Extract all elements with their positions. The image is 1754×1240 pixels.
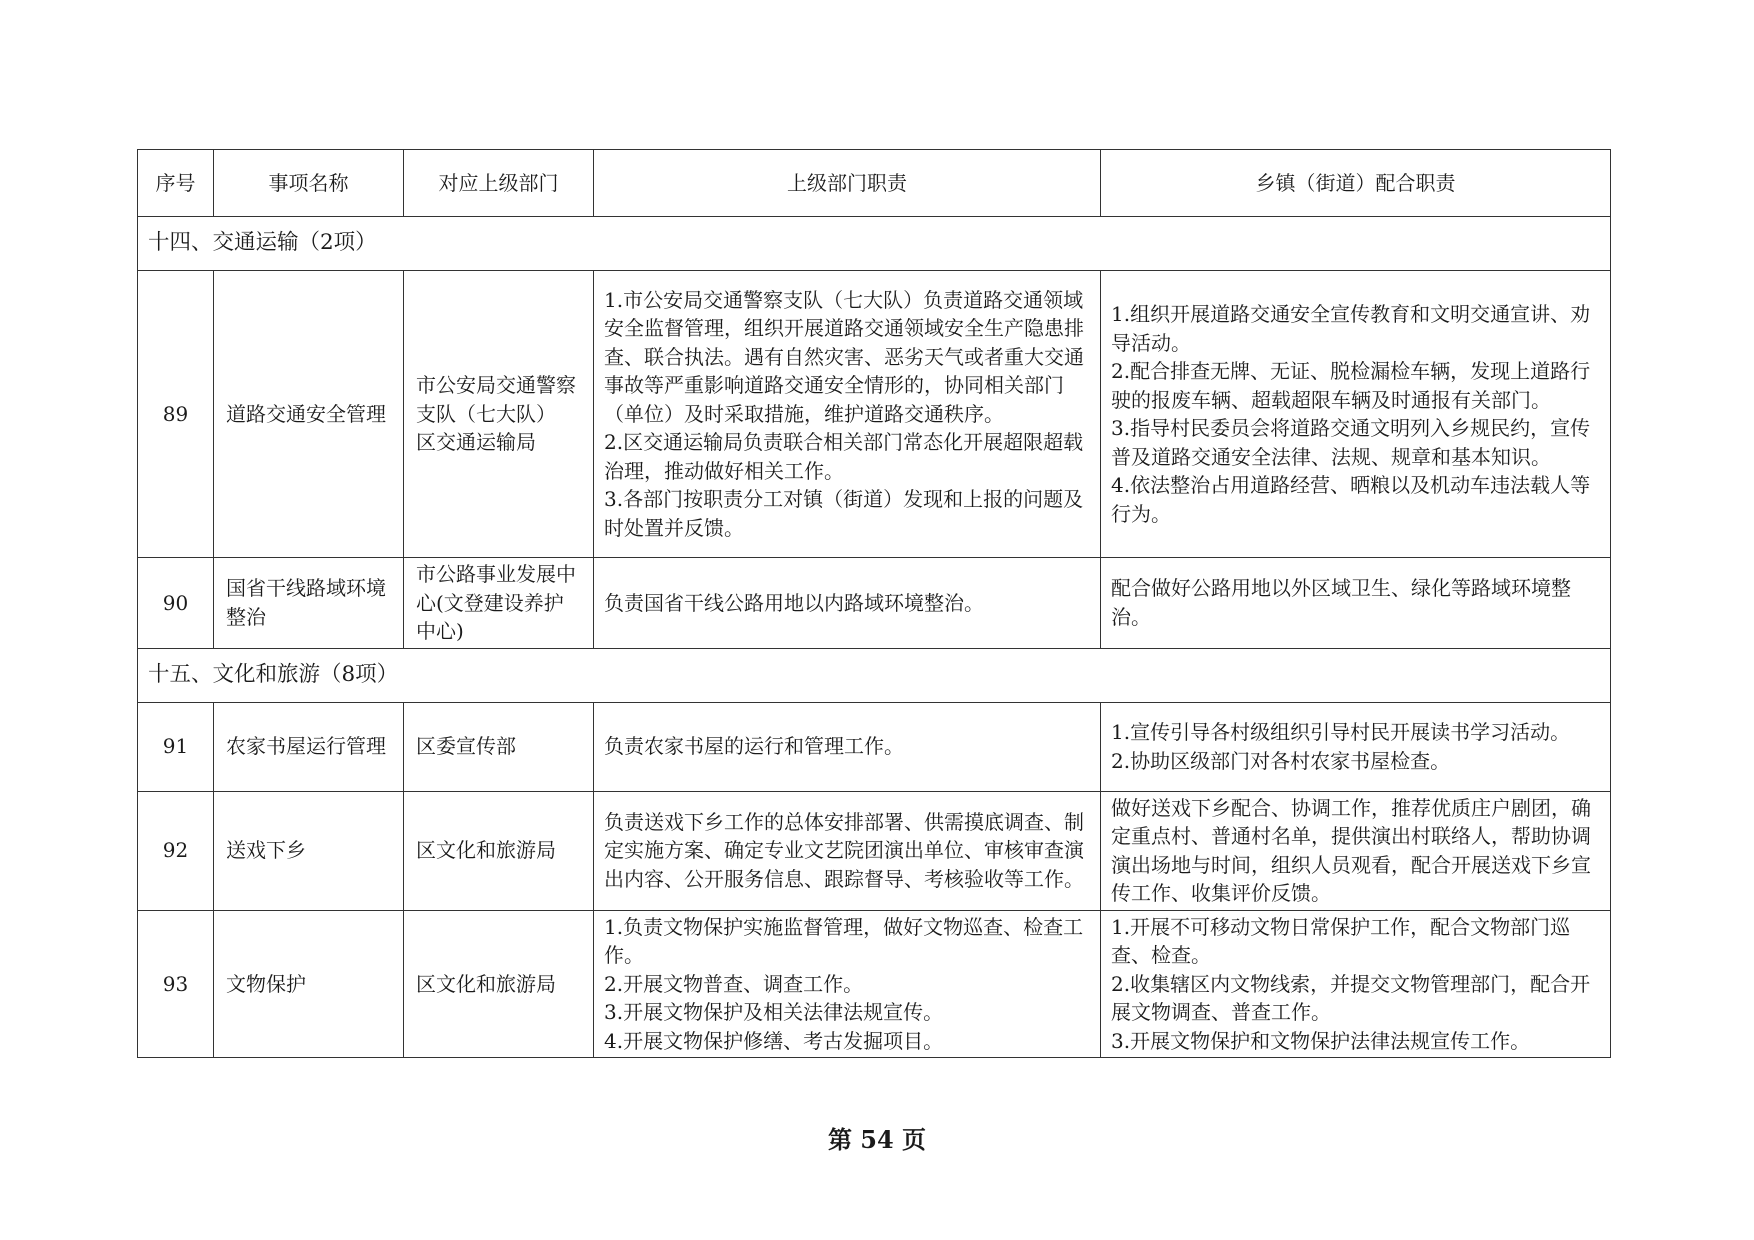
row-town-duty bbox=[1101, 791, 1611, 910]
page-number: 第 54 页 bbox=[827, 1125, 927, 1154]
section-title: 十四、交通运输（2项） bbox=[138, 217, 1611, 271]
dept-line: 市公安局交通警察支队（七大队） bbox=[416, 373, 576, 426]
duty-item: 1.组织开展道路交通安全宣传教育和文明交通宣讲、劝导活动。 bbox=[1111, 302, 1591, 355]
row-upper-duty bbox=[594, 271, 1101, 558]
row-town-duty bbox=[1101, 910, 1611, 1058]
duty-item: 3.指导村民委员会将道路交通文明列入乡规民约，宣传普及道路交通安全法律、法规、规章和基本知识。 bbox=[1111, 416, 1591, 469]
row-upper-duty bbox=[594, 702, 1101, 791]
dept-line: 区文化和旅游局 bbox=[416, 838, 556, 863]
section-row bbox=[138, 217, 1611, 271]
section-title: 十五、文化和旅游（8项） bbox=[138, 648, 1611, 702]
duty-item: 2.收集辖区内文物线索，并提交文物管理部门，配合开展文物调查、普查工作。 bbox=[1111, 971, 1591, 1024]
dept-line: 市公路事业发展中心(文登建设养护中心) bbox=[416, 562, 576, 643]
row-dept bbox=[404, 271, 594, 558]
duty-item: 负责农家书屋的运行和管理工作。 bbox=[604, 734, 904, 759]
duty-item: 负责国省干线公路用地以内路域环境整治。 bbox=[604, 590, 984, 615]
row-town-duty bbox=[1101, 702, 1611, 791]
row-no: 89 bbox=[138, 271, 214, 558]
section-row bbox=[138, 648, 1611, 702]
row-no: 92 bbox=[138, 791, 214, 910]
row-name: 国省干线路域环境整治 bbox=[214, 558, 404, 649]
table-row bbox=[138, 271, 1611, 558]
duty-item: 配合做好公路用地以外区域卫生、绿化等路域环境整治。 bbox=[1111, 576, 1571, 629]
row-upper-duty bbox=[594, 791, 1101, 910]
row-no: 91 bbox=[138, 702, 214, 791]
duty-item: 1.开展不可移动文物日常保护工作，配合文物部门巡查、检查。 bbox=[1111, 914, 1571, 967]
duty-item: 2.开展文物普查、调查工作。 bbox=[604, 971, 864, 996]
row-town-duty bbox=[1101, 271, 1611, 558]
row-upper-duty bbox=[594, 558, 1101, 649]
duty-item: 2.配合排查无牌、无证、脱检漏检车辆，发现上道路行驶的报废车辆、超载超限车辆及时通报有关部门。 bbox=[1111, 359, 1591, 412]
duty-item: 做好送戏下乡配合、协调工作，推荐优质庄户剧团，确定重点村、普通村名单，提供演出村联络人，帮助协调演出场地与时间，组织人员观看，配合开展送戏下乡宣传工作、收集评价反馈。 bbox=[1111, 795, 1591, 905]
table-row bbox=[138, 558, 1611, 649]
row-name: 文物保护 bbox=[214, 910, 404, 1058]
duty-item: 2.区交通运输局负责联合相关部门常态化开展超限超载治理，推动做好相关工作。 bbox=[604, 430, 1084, 483]
row-dept bbox=[404, 558, 594, 649]
duty-item: 2.协助区级部门对各村农家书屋检查。 bbox=[1111, 748, 1451, 773]
row-name: 农家书屋运行管理 bbox=[214, 702, 404, 791]
table-row bbox=[138, 702, 1611, 791]
dept-line: 区交通运输局 bbox=[416, 430, 536, 455]
row-dept bbox=[404, 791, 594, 910]
row-name: 道路交通安全管理 bbox=[214, 271, 404, 558]
table-row bbox=[138, 791, 1611, 910]
duty-item: 3.开展文物保护和文物保护法律法规宣传工作。 bbox=[1111, 1028, 1531, 1053]
table-row bbox=[138, 910, 1611, 1058]
header-dept: 对应上级部门 bbox=[404, 150, 594, 217]
duty-table bbox=[137, 149, 1611, 1058]
header-no: 序号 bbox=[138, 150, 214, 217]
duty-item: 1.宣传引导各村级组织引导村民开展读书学习活动。 bbox=[1111, 720, 1571, 744]
header-name: 事项名称 bbox=[214, 150, 404, 217]
duty-item: 3.各部门按职责分工对镇（街道）发现和上报的问题及时处置并反馈。 bbox=[604, 487, 1084, 540]
header-row bbox=[138, 150, 1611, 217]
row-dept bbox=[404, 910, 594, 1058]
duty-item: 4.依法整治占用道路经营、晒粮以及机动车违法载人等行为。 bbox=[1111, 473, 1591, 526]
duty-item: 负责送戏下乡工作的总体安排部署、供需摸底调查、制定实施方案、确定专业文艺院团演出单位、审核审查演出内容、公开服务信息、跟踪督导、考核验收等工作。 bbox=[604, 809, 1084, 891]
duty-item: 1.负责文物保护实施监督管理，做好文物巡查、检查工作。 bbox=[604, 914, 1084, 967]
row-no: 90 bbox=[138, 558, 214, 649]
row-no: 93 bbox=[138, 910, 214, 1058]
header-town-duty: 乡镇（街道）配合职责 bbox=[1101, 150, 1611, 217]
duty-item: 4.开展文物保护修缮、考古发掘项目。 bbox=[604, 1028, 944, 1053]
duty-item: 3.开展文物保护及相关法律法规宣传。 bbox=[604, 1000, 944, 1024]
header-upper-duty: 上级部门职责 bbox=[594, 150, 1101, 217]
duty-item: 1.市公安局交通警察支队（七大队）负责道路交通领域安全监督管理，组织开展道路交通领域安全生产隐患排查、联合执法。遇有自然灾害、恶劣天气或者重大交通事故等严重影响道路交通安全情形的，协同相关部门（单位）及时采取措施，维护道路交通秩序。 bbox=[604, 287, 1084, 426]
row-dept bbox=[404, 702, 594, 791]
row-name: 送戏下乡 bbox=[214, 791, 404, 910]
dept-line: 区文化和旅游局 bbox=[416, 971, 556, 996]
dept-line: 区委宣传部 bbox=[416, 734, 516, 759]
row-town-duty bbox=[1101, 558, 1611, 649]
row-upper-duty bbox=[594, 910, 1101, 1058]
